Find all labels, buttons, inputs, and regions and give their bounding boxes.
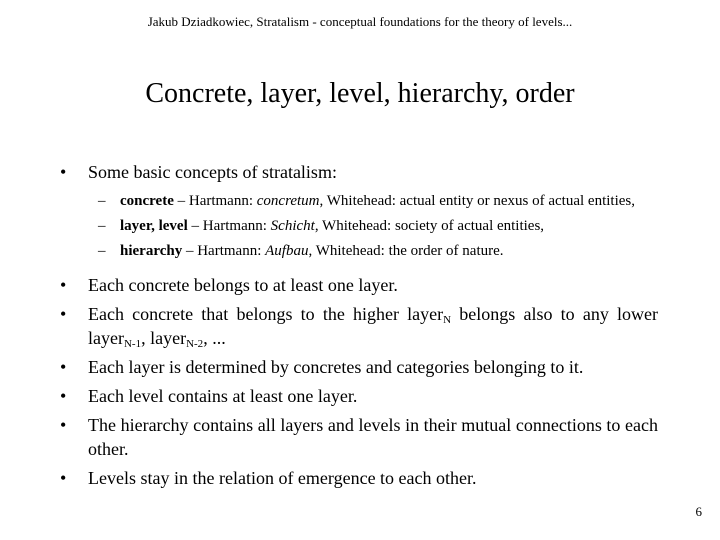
bullet-text: Each layer is determined by concretes and categories belonging to it. <box>88 357 584 377</box>
sub-list <box>98 190 658 263</box>
sub-em: Schicht <box>270 218 315 234</box>
sub-term: hierarchy <box>120 243 183 259</box>
subscript-n1: N-1 <box>123 338 142 350</box>
bullet-icon: • <box>60 162 67 182</box>
bullet-higher-layer <box>58 302 658 350</box>
sub-term: layer, level <box>120 218 188 234</box>
bullet-text-c: , layer <box>141 328 187 348</box>
bullet-hierarchy-contains <box>58 413 658 461</box>
bullet-text: Each level contains at least one layer. <box>88 386 358 406</box>
bullet-icon: • <box>60 357 67 377</box>
bullet-text: Levels stay in the relation of emergence to each other. <box>88 468 477 488</box>
bullet-level-contains <box>58 384 658 408</box>
dash-icon: – <box>98 193 106 209</box>
sub-em: concretum <box>256 193 320 209</box>
bullet-layer-determined <box>58 355 658 379</box>
slide-content <box>58 160 658 495</box>
sub-item-concrete <box>98 190 658 213</box>
slide-title: Concrete, layer, level, hierarchy, order <box>145 78 575 109</box>
bullet-icon: • <box>60 304 67 324</box>
sub-sep: – Hartmann: <box>173 193 257 209</box>
sub-rest: , Whitehead: society of actual entities, <box>314 218 545 234</box>
bullet-text-b: belongs also to any lower layer <box>88 304 658 348</box>
sub-sep: – Hartmann: <box>187 218 271 234</box>
bullet-icon: • <box>60 415 67 435</box>
bullet-text: Each concrete belongs to at least one layer. <box>88 275 398 295</box>
bullet-text-d: , ... <box>203 328 226 348</box>
sub-item-hierarchy <box>98 240 658 263</box>
sub-em: Aufbau <box>265 243 309 259</box>
bullet-concrete-layer <box>58 273 658 297</box>
dash-icon: – <box>98 243 106 259</box>
bullet-icon: • <box>60 386 67 406</box>
sub-sep: – Hartmann: <box>182 243 266 259</box>
sub-item-layer-level <box>98 215 658 238</box>
bullet-text: The hierarchy contains all layers and levels in their mutual connections to each other. <box>88 415 658 459</box>
subscript-n2: N-2 <box>186 338 204 350</box>
subscript-n: N <box>443 314 452 326</box>
sub-term: concrete <box>120 193 174 209</box>
bullet-intro <box>58 160 658 184</box>
bullet-icon: • <box>60 275 67 295</box>
bullet-icon: • <box>60 468 67 488</box>
bullet-text-a: Each concrete that belongs to the higher layer <box>88 304 444 324</box>
bullet-text: Some basic concepts of stratalism: <box>88 162 337 182</box>
sub-rest: , Whitehead: actual entity or nexus of actual entities, <box>319 193 635 209</box>
slide-header: Jakub Dziadkowiec, Stratalism - conceptual foundations for the theory of levels... <box>147 14 573 29</box>
bullet-emergence <box>58 466 658 490</box>
dash-icon: – <box>98 218 106 234</box>
page-number: 6 <box>695 504 702 519</box>
sub-rest: , Whitehead: the order of nature. <box>308 243 504 259</box>
